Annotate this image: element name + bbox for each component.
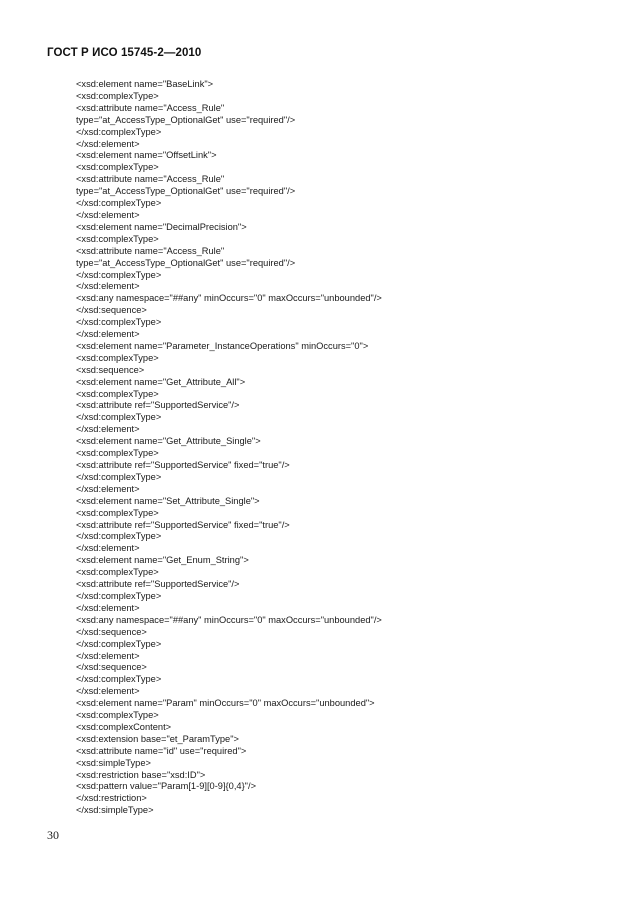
- code-line: </xsd:complexType>: [76, 412, 162, 423]
- code-line: <xsd:complexType>: [76, 710, 159, 721]
- code-line: </xsd:element>: [76, 329, 140, 340]
- code-line: <xsd:element name="DecimalPrecision">: [76, 221, 247, 232]
- code-line: </xsd:complexType>: [76, 638, 162, 649]
- code-line: <xsd:complexType>: [76, 162, 159, 173]
- code-line: </xsd:complexType>: [76, 317, 162, 328]
- code-line: <xsd:any namespace="##any" minOccurs="0" maxOccurs="unbounded"/>: [76, 614, 382, 625]
- code-line: type="at_AccessType_OptionalGet" use="required"/>: [76, 114, 296, 125]
- code-line: <xsd:element name="Set_Attribute_Single">: [76, 495, 260, 506]
- code-line: </xsd:element>: [76, 209, 140, 220]
- code-line: type="at_AccessType_OptionalGet" use="required"/>: [76, 186, 296, 197]
- code-line: </xsd:element>: [76, 138, 140, 149]
- code-line: </xsd:complexType>: [76, 126, 162, 137]
- code-line: </xsd:complexType>: [76, 590, 162, 601]
- code-line: </xsd:sequence>: [76, 626, 147, 637]
- code-line: <xsd:attribute name="Access_Rule": [76, 245, 225, 256]
- code-line: </xsd:sequence>: [76, 305, 147, 316]
- code-line: <xsd:complexType>: [76, 567, 159, 578]
- code-line: </xsd:element>: [76, 483, 140, 494]
- code-line: <xsd:complexType>: [76, 507, 159, 518]
- code-line: </xsd:complexType>: [76, 269, 162, 280]
- code-line: <xsd:attribute name="id" use="required">: [76, 745, 247, 756]
- code-line: <xsd:restriction base="xsd:ID">: [76, 769, 206, 780]
- code-line: </xsd:element>: [76, 543, 140, 554]
- page-header-title: ГОСТ Р ИСО 15745-2—2010: [47, 47, 202, 59]
- code-line: <xsd:attribute ref="SupportedService"/>: [76, 579, 240, 590]
- code-line: <xsd:complexContent>: [76, 721, 172, 732]
- code-line: <xsd:element name="BaseLink">: [76, 79, 214, 89]
- code-line: </xsd:complexType>: [76, 198, 162, 209]
- code-line: <xsd:element name="Param" minOccurs="0" maxOccurs="unbounded">: [76, 698, 375, 709]
- code-line: </xsd:element>: [76, 281, 140, 292]
- code-line: </xsd:restriction>: [76, 793, 147, 804]
- code-line: </xsd:complexType>: [76, 531, 162, 542]
- code-line: </xsd:element>: [76, 686, 140, 697]
- code-line: <xsd:attribute ref="SupportedService"/>: [76, 400, 240, 411]
- code-line: <xsd:extension base="et_ParamType">: [76, 733, 239, 744]
- page-number: 30: [47, 828, 59, 842]
- code-line: <xsd:element name="Get_Attribute_Single">: [76, 436, 261, 447]
- code-line: </xsd:element>: [76, 650, 140, 661]
- code-line: <xsd:element name="Get_Attribute_All">: [76, 376, 246, 387]
- code-line: </xsd:element>: [76, 602, 140, 613]
- code-line: <xsd:element name="OffsetLink">: [76, 150, 217, 161]
- code-line: <xsd:attribute name="Access_Rule": [76, 102, 225, 113]
- code-line: <xsd:attribute ref="SupportedService" fixed="true"/>: [76, 519, 290, 530]
- code-line: <xsd:complexType>: [76, 233, 159, 244]
- code-line: <xsd:attribute name="Access_Rule": [76, 174, 225, 185]
- code-line: </xsd:complexType>: [76, 471, 162, 482]
- code-line: </xsd:sequence>: [76, 662, 147, 673]
- xsd-code-block: [76, 79, 616, 817]
- code-line: <xsd:complexType>: [76, 90, 159, 101]
- code-line: </xsd:simpleType>: [76, 805, 154, 816]
- code-line: </xsd:element>: [76, 424, 140, 435]
- code-line: type="at_AccessType_OptionalGet" use="required"/>: [76, 257, 296, 268]
- code-line: <xsd:complexType>: [76, 448, 159, 459]
- code-line: <xsd:attribute ref="SupportedService" fixed="true"/>: [76, 460, 290, 470]
- code-line: <xsd:element name="Parameter_InstanceOperations" minOccurs="0">: [76, 340, 369, 351]
- code-line: <xsd:simpleType>: [76, 757, 151, 768]
- code-line: <xsd:pattern value="Param[1-9][0-9]{0,4}"/>: [76, 781, 256, 792]
- code-line: <xsd:element name="Get_Enum_String">: [76, 555, 249, 566]
- code-line: <xsd:complexType>: [76, 388, 159, 399]
- code-line: </xsd:complexType>: [76, 674, 162, 685]
- code-line: <xsd:complexType>: [76, 352, 159, 363]
- code-line: <xsd:any namespace="##any" minOccurs="0" maxOccurs="unbounded"/>: [76, 293, 382, 304]
- code-line: <xsd:sequence>: [76, 364, 145, 375]
